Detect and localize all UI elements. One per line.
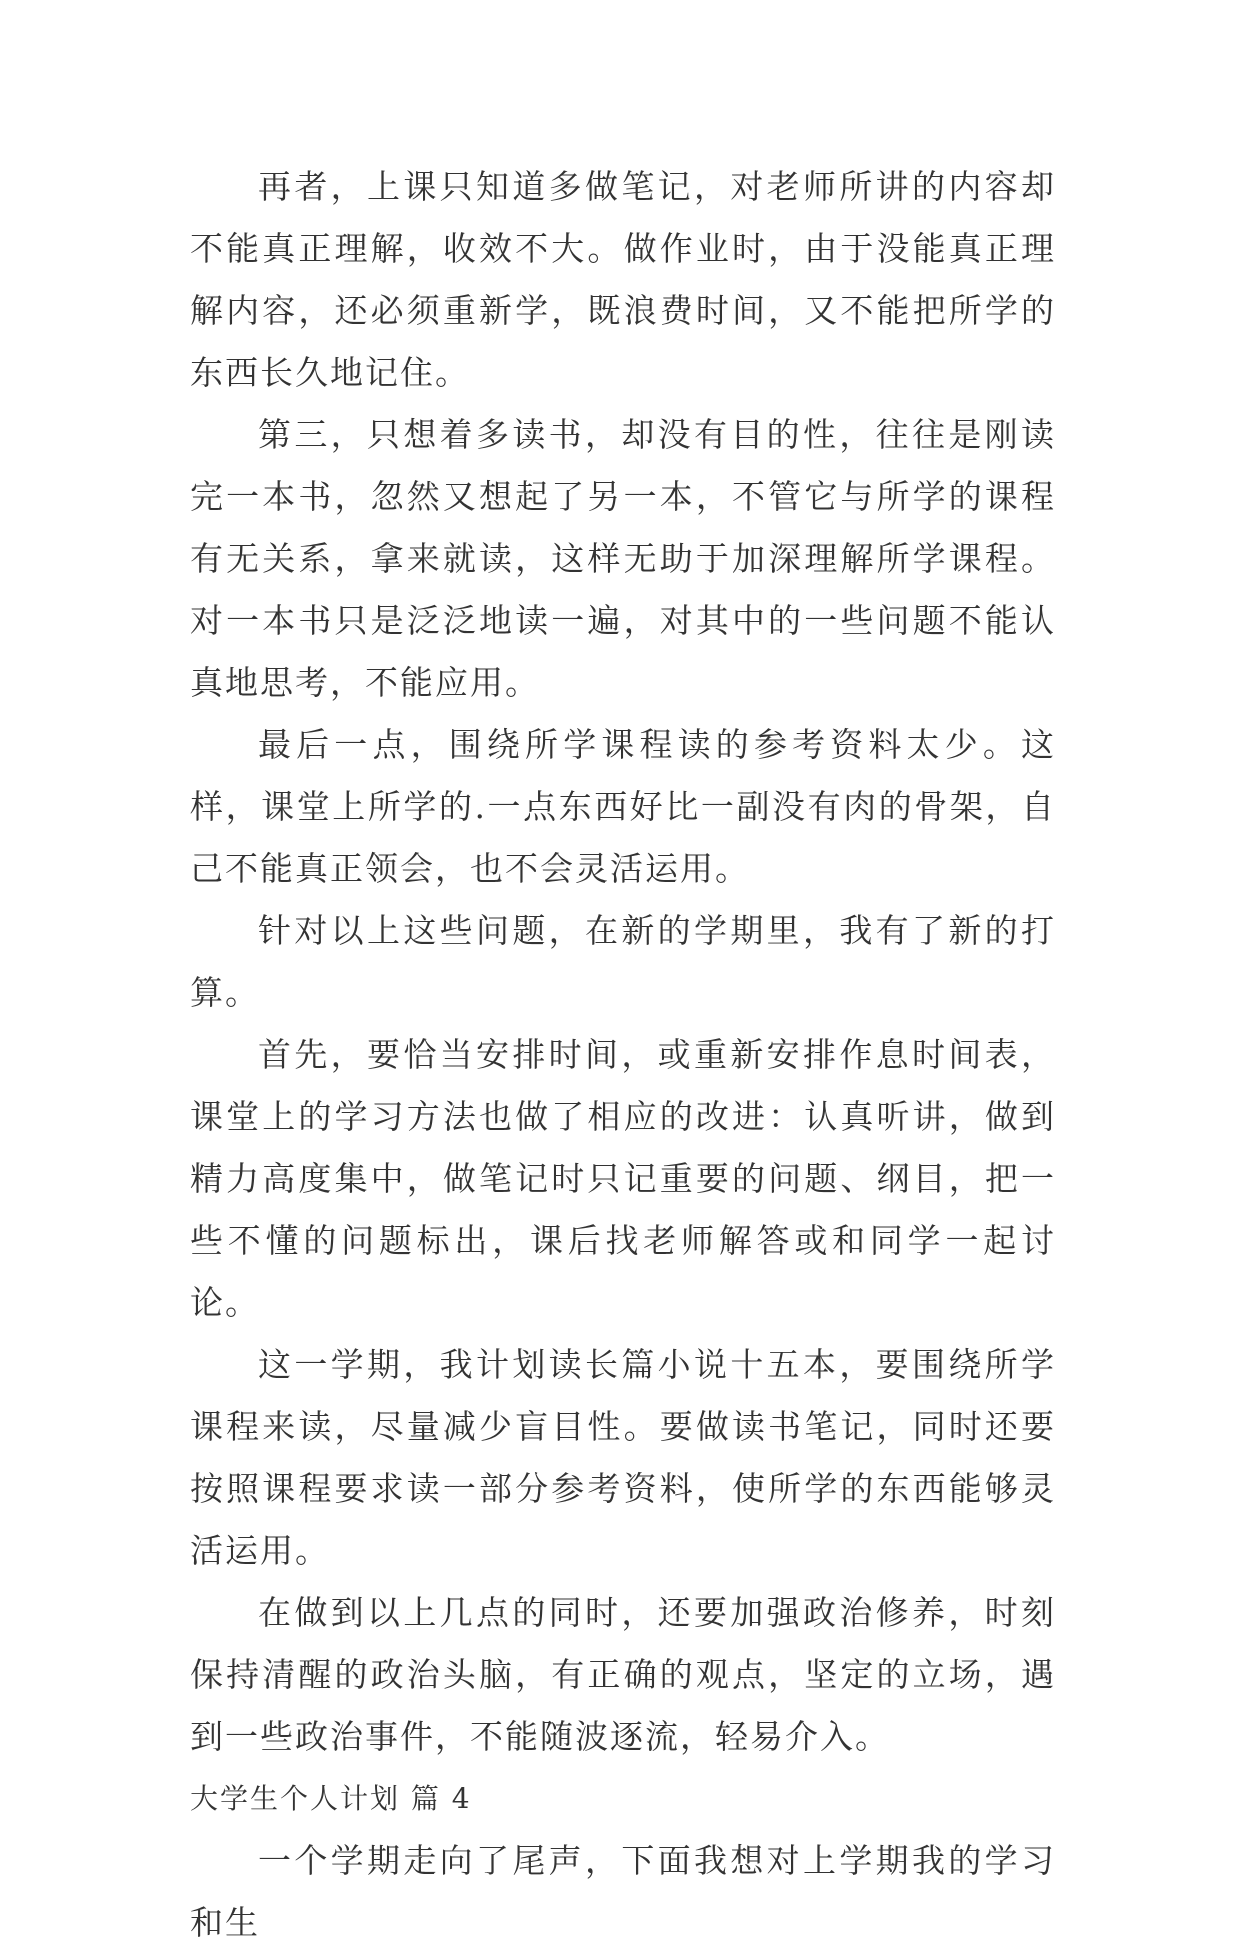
paragraph: 首先，要恰当安排时间，或重新安排作息时间表，课堂上的学习方法也做了相应的改进：认真听讲，做到精力高度集中，做笔记时只记重要的问题、纲目，把一些不懂的问题标出，课后找老师解答或和同学一起讨论。	[190, 1035, 1056, 1322]
paragraph: 第三，只想着多读书，却没有目的性，往往是刚读完一本书，忽然又想起了另一本，不管它与所学的课程有无关系，拿来就读，这样无助于加深理解所学课程。对一本书只是泛泛地读一遍，对其中的一些问题不能认真地思考，不能应用。	[190, 415, 1056, 702]
paragraph: 再者，上课只知道多做笔记，对老师所讲的内容却不能真正理解，收效不大。做作业时，由于没能真正理解内容，还必须重新学，既浪费时间，又不能把所学的东西长久地记住。	[190, 167, 1056, 392]
document-body	[190, 156, 1056, 1954]
paragraph: 这一学期，我计划读长篇小说十五本，要围绕所学课程来读，尽量减少盲目性。要做读书笔记，同时还要按照课程要求读一部分参考资料，使所学的东西能够灵活运用。	[190, 1345, 1056, 1570]
paragraph: 在做到以上几点的同时，还要加强政治修养，时刻保持清醒的政治头脑，有正确的观点，坚定的立场，遇到一些政治事件，不能随波逐流，轻易介入。	[190, 1593, 1056, 1756]
paragraph: 针对以上这些问题，在新的学期里，我有了新的打算。	[190, 911, 1056, 1012]
paragraph: 一个学期走向了尾声，下面我想对上学期我的学习和生	[190, 1841, 1056, 1942]
paragraph: 最后一点，围绕所学课程读的参考资料太少。这样，课堂上所学的.一点东西好比一副没有肉的骨架，自己不能真正领会，也不会灵活运用。	[190, 725, 1056, 888]
section-heading: 大学生个人计划 篇 4	[190, 1782, 472, 1815]
